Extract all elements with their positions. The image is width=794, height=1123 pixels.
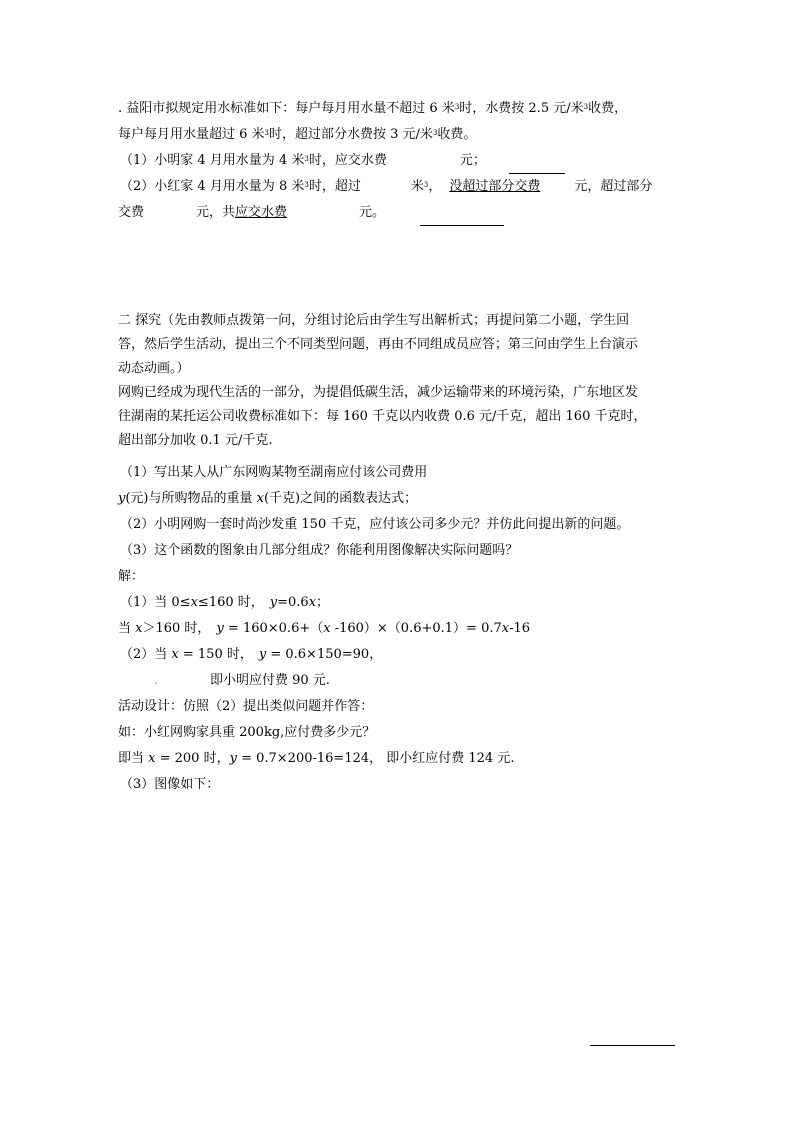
example-question: 如：小红网购家具重 200kg,应付费多少元？ — [118, 725, 376, 740]
answer-2: （2）当 x = 150 时， y = 0.6×150=90， — [120, 647, 383, 662]
stray-dot: . — [154, 673, 159, 688]
solution-label: 解： — [118, 569, 145, 584]
explore-heading-1: 二 探究（先由教师点拨第一问，分组讨论后由学生写出解析式；再提问第二小题，学生回 — [118, 313, 630, 328]
footer-rule — [590, 1045, 675, 1046]
problem-line-3: 超出部分加收 0.1 元/千克. — [118, 433, 273, 448]
blank-line — [420, 225, 504, 226]
explore-heading-2: 答，然后学生活动，提出三个不同类型问题，再由不同组成员应答；第三问由学生上台演示 — [118, 337, 639, 352]
question-2-continued: 交费 元，共应交水费 元。 — [118, 205, 386, 220]
question-2: （2）小红家 4 月用水量为 8 米$^3$时，超过 米$^3$， 没超过部分交费 元，超过部分 — [120, 179, 653, 194]
answer-2-conclusion: 即小明应付费 90 元. — [210, 673, 330, 688]
subquestion-1-continued: y(元)与所购物品的重量 x(千克)之间的函数表达式； — [118, 491, 418, 506]
water-intro-line: . 益阳市拟规定用水标准如下：每户每月用水量不超过 6 米$^3$时，水费按 2.5 元/米$^3$收费， — [118, 101, 628, 116]
answer-1-case-2: 当 x＞160 时， y = 160×0.6+（x -160）×（0.6+0.1）= 0.7x-16 — [118, 621, 531, 636]
subquestion-3: （3）这个函数的图象由几部分组成？你能利用图像解决实际问题吗？ — [120, 543, 519, 558]
blank-line — [509, 173, 565, 174]
activity-design: 活动设计：仿照（2）提出类似问题并作答： — [118, 699, 374, 714]
answer-1-case-1: （1）当 0≤x≤160 时， y=0.6x； — [120, 595, 330, 610]
example-answer: 即当 x = 200 时，y = 0.7×200-16=124， 即小红应付费 124 元. — [118, 751, 515, 766]
problem-line-2: 往湖南的某托运公司收费标准如下：每 160 千克以内收费 0.6 元/千克，超出 160 千克时， — [118, 409, 647, 424]
problem-line-1: 网购已经成为现代生活的一部分，为提倡低碳生活，减少运输带来的环境污染，广东地区发 — [118, 385, 639, 400]
explore-heading-3: 动态动画。） — [118, 361, 190, 376]
water-rule-line: 每户每月用水量超过 6 米$^3$时，超过部分水费按 3 元/米$^3$收费。 — [118, 127, 477, 142]
subquestion-2: （2）小明网购一套时尚沙发重 150 千克，应付该公司多少元？并仿此问提出新的问题。 — [120, 517, 630, 532]
answer-3: （3）图像如下： — [120, 777, 220, 792]
question-1: （1）小明家 4 月用水量为 4 米$^3$时，应交水费 元； — [120, 153, 486, 168]
subquestion-1: （1）写出某人从广东网购某物至湖南应付该公司费用 — [120, 465, 428, 480]
